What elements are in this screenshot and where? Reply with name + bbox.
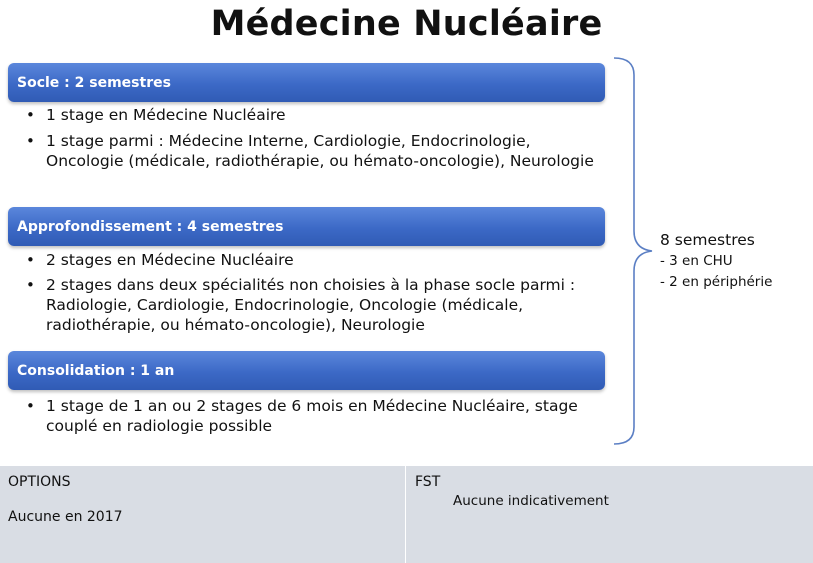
bullet-dot-icon: • xyxy=(26,251,35,269)
bullet-dot-icon: • xyxy=(26,397,35,415)
bullet-item xyxy=(26,105,604,125)
bullet-text: 2 stages en Médecine Nucléaire xyxy=(46,251,294,269)
bullet-text: 2 stages dans deux spécialités non choisies à la phase socle parmi : Radiologie, Cardiologie, Endocrinologie, Oncologie (médicale, radiothérapie, ou hémato-oncologie), Neurologie xyxy=(46,276,576,334)
summary-item: - 3 en CHU xyxy=(660,253,733,269)
bullet-dot-icon: • xyxy=(26,132,35,150)
section-bullets-socle xyxy=(26,105,604,174)
fst-label: FST xyxy=(415,474,441,490)
bullet-dot-icon: • xyxy=(26,276,35,294)
section-bar-consolidation xyxy=(8,351,605,390)
section-heading: Approfondissement : 4 semestres xyxy=(17,218,284,235)
bottom-panel xyxy=(0,466,813,563)
curly-brace-icon xyxy=(608,55,658,447)
options-value: Aucune en 2017 xyxy=(8,509,123,525)
bullet-text: 1 stage en Médecine Nucléaire xyxy=(46,106,286,124)
bullet-text: 1 stage parmi : Médecine Interne, Cardiologie, Endocrinologie, Oncologie (médicale, radiothérapie, ou hémato-oncologie), Neurologie xyxy=(46,132,594,170)
bullet-text: 1 stage de 1 an ou 2 stages de 6 mois en Médecine Nucléaire, stage couplé en radiologie possible xyxy=(46,397,578,435)
section-bullets-consolidation xyxy=(26,396,604,439)
options-label: OPTIONS xyxy=(8,474,71,490)
section-bullets-approfondissement xyxy=(26,250,604,338)
section-bar-socle xyxy=(8,63,605,102)
section-bar-approfondissement xyxy=(8,207,605,246)
semesters-summary xyxy=(660,229,772,293)
panel-divider xyxy=(405,466,406,563)
section-heading: Socle : 2 semestres xyxy=(17,74,171,91)
summary-item: - 2 en périphérie xyxy=(660,274,773,290)
bullet-item xyxy=(26,396,604,436)
bullet-dot-icon: • xyxy=(26,106,35,124)
bullet-item xyxy=(26,131,604,171)
slide-title: Médecine Nucléaire xyxy=(210,4,603,44)
summary-total: 8 semestres xyxy=(660,231,755,249)
bullet-item xyxy=(26,250,604,270)
bullet-item xyxy=(26,275,604,335)
section-heading: Consolidation : 1 an xyxy=(17,362,175,379)
fst-value: Aucune indicativement xyxy=(453,493,609,509)
